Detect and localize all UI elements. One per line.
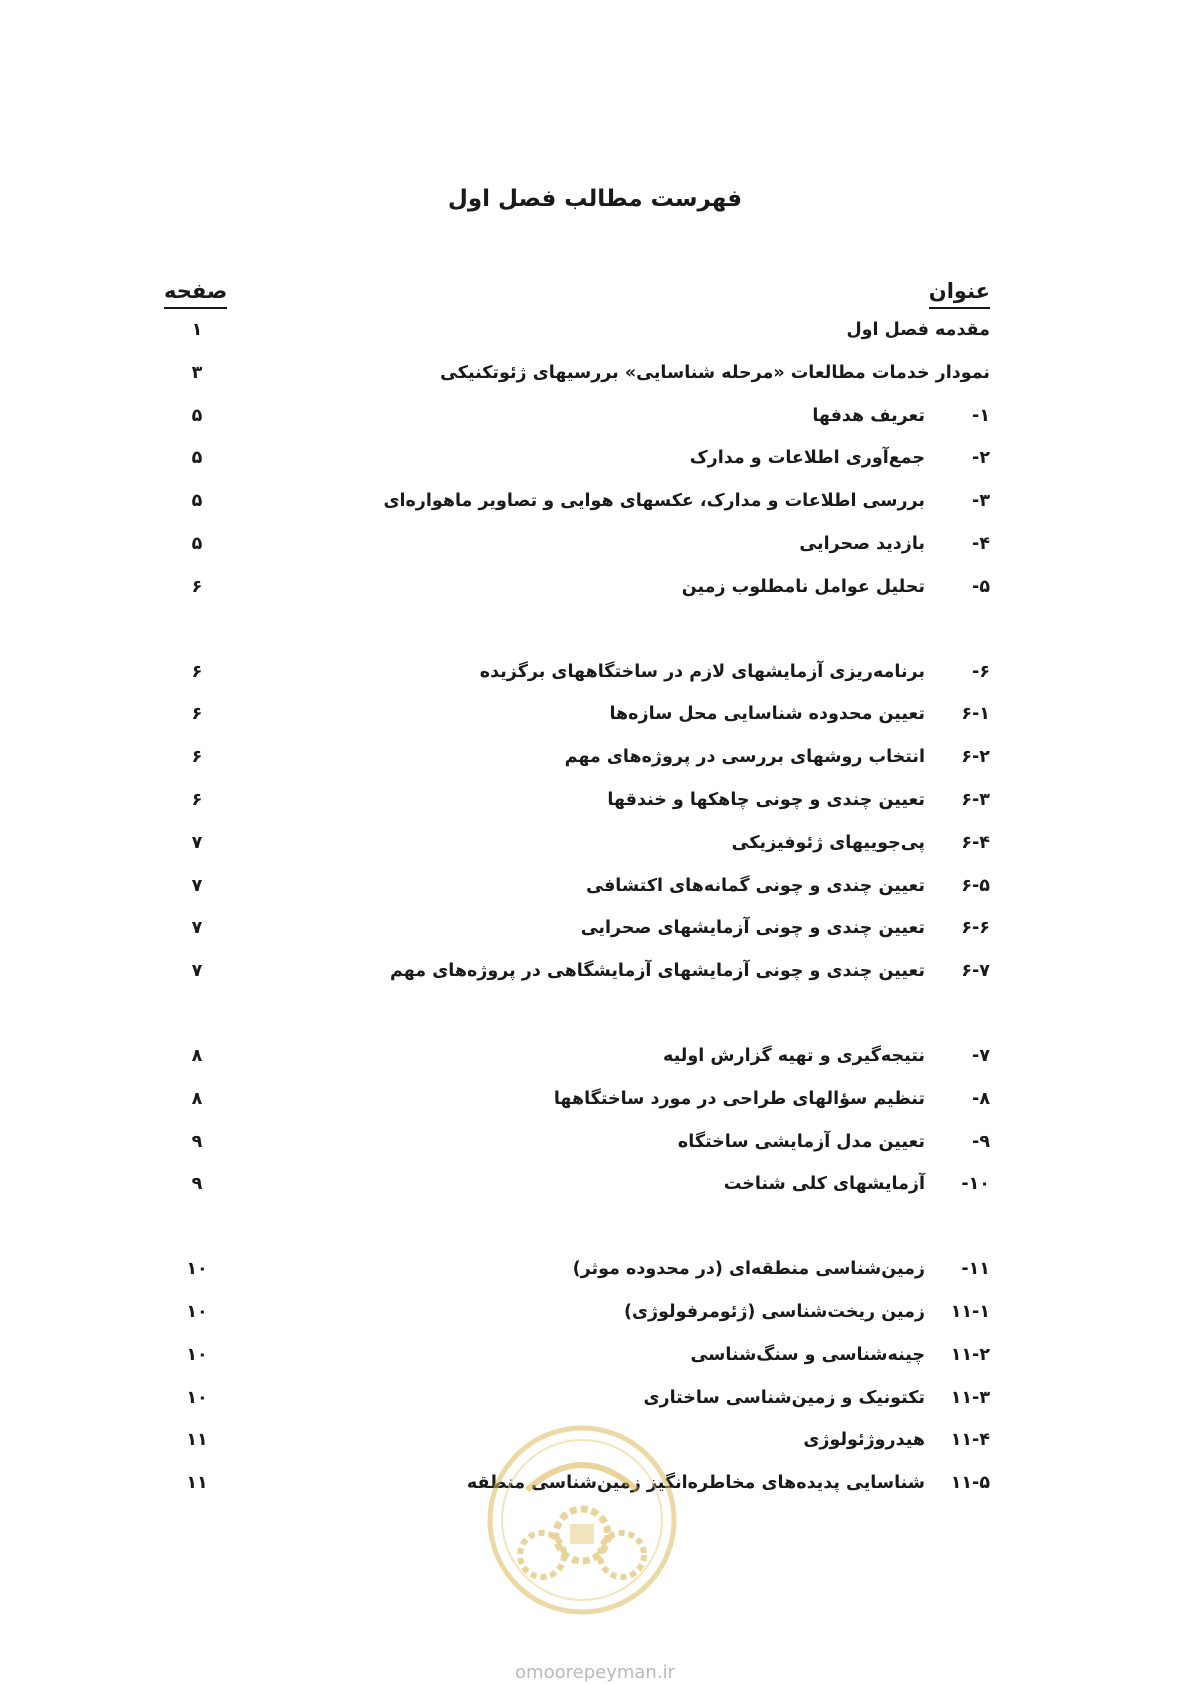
toc-entry-page: ۷: [191, 961, 203, 982]
toc-entry-title: چینه‌شناسی و سنگ‌شناسی: [690, 1344, 925, 1365]
toc-entry-number: ۶-۱: [961, 704, 990, 725]
toc-entry-page: ۶: [191, 704, 203, 725]
toc-row[interactable]: [0, 786, 1190, 829]
watermark-logo-icon: [482, 1420, 682, 1620]
toc-entry-number: ۳-: [972, 491, 990, 512]
toc-row[interactable]: [0, 658, 1190, 701]
toc-entry-title: مقدمه فصل اول: [846, 320, 990, 340]
toc-entry-title: تعیین مدل آزمایشی ساختگاه: [677, 1131, 925, 1152]
toc-entry-title: انتخاب روشهای بررسی در پروژه‌های مهم: [564, 747, 925, 768]
toc-entry-page: ۶: [191, 576, 203, 597]
toc-entry-title: تنظیم سؤالهای طراحی در مورد ساختگاهها: [553, 1088, 925, 1109]
toc-entry-title: زمین ریخت‌شناسی (ژئومرفولوژی): [623, 1301, 925, 1322]
toc-entry-page: ۵: [191, 448, 203, 469]
toc-entry-number: ۶-: [972, 661, 990, 682]
toc-entry-page: ۶: [191, 789, 203, 810]
toc-entry-number: ۸-: [972, 1088, 990, 1109]
toc-row[interactable]: [0, 444, 1190, 487]
toc-entry-number: ۱۰-: [961, 1174, 990, 1195]
toc-row[interactable]: [0, 1298, 1190, 1341]
toc-entry-page: ۹: [191, 1131, 203, 1152]
toc-row[interactable]: [0, 872, 1190, 915]
toc-entry-title: بررسی اطلاعات و مدارک، عکسهای هوایی و تصاویر ماهواره‌ای: [383, 491, 925, 512]
toc-entry-number: ۹-: [972, 1131, 990, 1152]
toc-entry-page: ۵: [191, 405, 203, 426]
toc-entry-title: جمع‌آوری اطلاعات و مدارک: [689, 448, 925, 469]
toc-row[interactable]: [0, 700, 1190, 743]
toc-entry-title: زمین‌شناسی منطقه‌ای (در محدوده موثر): [572, 1259, 925, 1280]
toc-entry-title: تعریف هدفها: [812, 405, 925, 426]
toc-entry-page: ۱۰: [186, 1301, 208, 1322]
toc-entry-page: ۷: [191, 875, 203, 896]
toc-entry-number: ۷-: [972, 1045, 990, 1066]
toc-row[interactable]: [0, 316, 1190, 359]
toc-row[interactable]: [0, 1341, 1190, 1384]
toc-entry-title: تعیین چندی و چونی چاهکها و خندقها: [607, 789, 925, 810]
toc-row[interactable]: [0, 1042, 1190, 1085]
toc-entry-page: ۶: [191, 747, 203, 768]
toc-entry-title: شناسایی پدیده‌های مخاطره‌انگیز زمین‌شناسی منطقه: [466, 1473, 925, 1494]
table-of-contents: [0, 316, 1190, 1512]
toc-entry-title: تعیین چندی و چونی آزمایشهای صحرایی: [580, 918, 925, 939]
toc-entry-page: ۵: [191, 533, 203, 554]
toc-entry-title: پی‌جوییهای ژئوفیزیکی: [731, 832, 925, 853]
watermark-url: omoorepeyman.ir: [515, 1662, 675, 1683]
page-title: فهرست مطالب فصل اول: [447, 186, 743, 212]
toc-entry-page: ۵: [191, 491, 203, 512]
page-column-header: صفحه: [164, 276, 227, 309]
toc-entry-page: ۱۰: [186, 1387, 208, 1408]
toc-entry-number: ۱۱-۵: [950, 1473, 990, 1494]
toc-row[interactable]: [0, 1128, 1190, 1171]
toc-entry-number: ۶-۳: [961, 789, 990, 810]
toc-row[interactable]: [0, 957, 1190, 1000]
toc-entry-title: تعیین چندی و چونی گمانه‌های اکتشافی: [586, 875, 925, 896]
toc-entry-number: ۶-۶: [961, 918, 990, 939]
toc-entry-page: ۷: [191, 832, 203, 853]
toc-entry-title: تحلیل عوامل نامطلوب زمین: [681, 576, 925, 597]
toc-entry-title: تعیین چندی و چونی آزمایشهای آزمایشگاهی در پروژه‌های مهم: [390, 961, 925, 982]
toc-entry-number: ۶-۲: [961, 747, 990, 768]
toc-entry-page: ۸: [191, 1045, 203, 1066]
toc-entry-title: تعیین محدوده شناسایی محل سازه‌ها: [609, 704, 925, 725]
toc-entry-page: ۱۱: [186, 1430, 208, 1451]
toc-entry-title: هیدروژئولوژی: [803, 1430, 925, 1451]
toc-entry-title: آزمایشهای کلی شناخت: [723, 1174, 925, 1195]
toc-entry-title: بازدید صحرایی: [799, 533, 925, 554]
toc-row[interactable]: [0, 487, 1190, 530]
toc-entry-page: ۶: [191, 661, 203, 682]
toc-row[interactable]: [0, 914, 1190, 957]
toc-entry-title: نمودار خدمات مطالعات «مرحله شناسایی» بررسیهای ژئوتکنیکی: [440, 362, 990, 383]
toc-entry-number: ۱۱-۱: [950, 1301, 990, 1322]
toc-row[interactable]: [0, 1085, 1190, 1128]
toc-entry-title: تکتونیک و زمین‌شناسی ساختاری: [643, 1387, 925, 1408]
toc-row[interactable]: [0, 829, 1190, 872]
toc-entry-number: ۶-۴: [961, 832, 990, 853]
toc-row[interactable]: [0, 530, 1190, 573]
toc-entry-number: ۶-۷: [961, 961, 990, 982]
toc-entry-title: نتیجه‌گیری و تهیه گزارش اولیه: [663, 1045, 925, 1066]
toc-entry-page: ۱: [191, 320, 203, 340]
toc-row[interactable]: [0, 1255, 1190, 1298]
toc-row[interactable]: [0, 1170, 1190, 1213]
toc-entry-page: ۸: [191, 1088, 203, 1109]
title-column-header: عنوان: [929, 276, 990, 309]
toc-row[interactable]: [0, 359, 1190, 402]
toc-entry-number: ۱۱-: [961, 1259, 990, 1280]
toc-row[interactable]: [0, 743, 1190, 786]
toc-entry-page: ۳: [191, 362, 203, 383]
toc-entry-page: ۷: [191, 918, 203, 939]
toc-entry-number: ۱-: [972, 405, 990, 426]
toc-entry-number: ۱۱-۲: [950, 1344, 990, 1365]
toc-entry-number: ۱۱-۴: [950, 1430, 990, 1451]
toc-entry-page: ۹: [191, 1174, 203, 1195]
toc-entry-number: ۵-: [972, 576, 990, 597]
toc-entry-page: ۱۰: [186, 1259, 208, 1280]
toc-entry-number: ۲-: [972, 448, 990, 469]
toc-row[interactable]: [0, 402, 1190, 445]
toc-entry-page: ۱۱: [186, 1473, 208, 1494]
toc-entry-number: ۶-۵: [961, 875, 990, 896]
toc-entry-title: برنامه‌ریزی آزمایشهای لازم در ساختگاههای برگزیده: [479, 661, 925, 682]
toc-row[interactable]: [0, 573, 1190, 616]
toc-entry-number: ۴-: [972, 533, 990, 554]
toc-entry-page: ۱۰: [186, 1344, 208, 1365]
toc-entry-number: ۱۱-۳: [950, 1387, 990, 1408]
